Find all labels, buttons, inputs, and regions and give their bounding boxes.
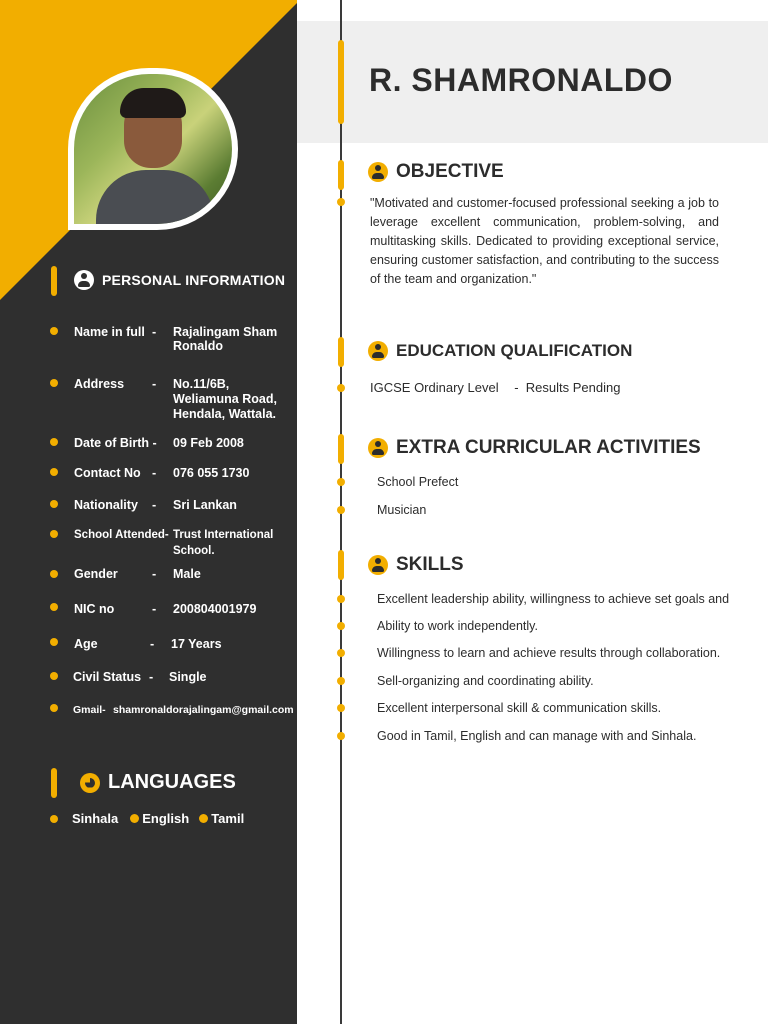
timeline-dot bbox=[50, 570, 58, 578]
languages-title: LANGUAGES bbox=[108, 771, 236, 793]
timeline-bar bbox=[338, 434, 344, 464]
skills-heading bbox=[368, 554, 464, 576]
languages-list bbox=[72, 811, 254, 826]
info-value: 17 Years bbox=[171, 637, 222, 651]
objective-title: OBJECTIVE bbox=[396, 161, 504, 182]
timeline-dot bbox=[337, 506, 345, 514]
language-label: Tamil bbox=[211, 811, 245, 826]
info-label: Gender bbox=[74, 567, 118, 581]
education-qualification: IGCSE Ordinary Level bbox=[370, 380, 499, 395]
extra-title: EXTRA CURRICULAR ACTIVITIES bbox=[396, 437, 701, 458]
objective-text: "Motivated and customer-focused professional seeking a job to leverage excellent communication, problem-solving, and multitasking skills. Dedicated to providing exceptional service, ensuring customer satisfaction, and contributing to the success of the team and organization." bbox=[370, 196, 719, 286]
info-label: Age bbox=[74, 637, 98, 651]
info-sep: - bbox=[152, 602, 157, 616]
info-sep: - bbox=[152, 466, 157, 480]
profile-photo bbox=[74, 74, 232, 224]
user-circle-icon bbox=[368, 555, 388, 575]
languages-heading bbox=[80, 771, 236, 794]
timeline-dot bbox=[50, 530, 58, 538]
objective-heading bbox=[368, 161, 504, 183]
timeline-dot bbox=[50, 379, 58, 387]
info-value: Trust International bbox=[173, 529, 274, 541]
skill-item: Ability to work independently. bbox=[377, 619, 538, 633]
skill-item: Sell-organizing and coordinating ability. bbox=[377, 674, 594, 688]
info-sep: - bbox=[152, 377, 157, 391]
candidate-name: R. SHAMRONALDO bbox=[369, 62, 673, 98]
timeline-bar bbox=[338, 550, 344, 580]
timeline-dot bbox=[337, 198, 345, 206]
bullet-dot bbox=[130, 814, 139, 823]
info-value: 076 055 1730 bbox=[173, 466, 250, 480]
info-sep: - bbox=[149, 670, 154, 684]
info-label: Date of Birth - bbox=[74, 436, 157, 450]
skill-item: Good in Tamil, English and can manage with and Sinhala. bbox=[377, 729, 697, 743]
info-value: Sri Lankan bbox=[173, 498, 237, 512]
timeline-dot bbox=[337, 595, 345, 603]
timeline-bar bbox=[338, 160, 344, 190]
info-value: Male bbox=[173, 567, 201, 581]
timeline-dot bbox=[50, 704, 58, 712]
info-sep: - bbox=[152, 498, 157, 512]
timeline-dot bbox=[337, 622, 345, 630]
user-circle-icon bbox=[368, 341, 388, 361]
info-sep: - bbox=[150, 637, 155, 651]
extra-heading bbox=[368, 437, 701, 459]
sidebar bbox=[0, 0, 297, 1024]
skill-item: Willingness to learn and achieve results through collaboration. bbox=[377, 646, 721, 660]
timeline-dot bbox=[337, 478, 345, 486]
timeline-bar bbox=[338, 40, 344, 124]
pie-chart-icon bbox=[80, 773, 100, 793]
timeline-dot bbox=[337, 649, 345, 657]
timeline-dot bbox=[50, 468, 58, 476]
personal-info-title: PERSONAL INFORMATION bbox=[102, 272, 286, 288]
language-label: Sinhala bbox=[72, 811, 119, 826]
personal-info-heading bbox=[74, 270, 285, 290]
user-circle-icon bbox=[368, 438, 388, 458]
language-item bbox=[130, 811, 189, 826]
timeline-dot bbox=[337, 704, 345, 712]
bullet-dot bbox=[199, 814, 208, 823]
info-value: Hendala, Wattala. bbox=[173, 407, 277, 421]
info-value: Weliamuna Road, bbox=[173, 392, 277, 406]
skills-title: SKILLS bbox=[396, 554, 464, 575]
extra-item: Musician bbox=[377, 503, 427, 517]
timeline-dot bbox=[337, 732, 345, 740]
timeline-dot bbox=[50, 438, 58, 446]
timeline-dot bbox=[50, 327, 58, 335]
timeline-dot bbox=[50, 603, 58, 611]
info-value: School. bbox=[173, 545, 215, 557]
info-sep: - bbox=[152, 325, 157, 339]
skill-item: Excellent leadership ability, willingness to achieve set goals and bbox=[377, 592, 730, 606]
timeline-bar bbox=[338, 337, 344, 367]
education-heading bbox=[368, 341, 632, 361]
user-circle-icon bbox=[368, 162, 388, 182]
info-value: 09 Feb 2008 bbox=[173, 436, 244, 450]
info-label: Contact No bbox=[74, 466, 141, 480]
timeline-dot bbox=[50, 500, 58, 508]
email-value: shamronaldorajalingam@gmail.com bbox=[113, 704, 294, 716]
info-value: Rajalingam Sham bbox=[173, 325, 278, 339]
info-value: Ronaldo bbox=[173, 339, 223, 353]
info-label: School Attended- bbox=[74, 529, 169, 541]
extra-item: School Prefect bbox=[377, 475, 459, 489]
language-label: English bbox=[142, 811, 190, 826]
info-label: NIC no bbox=[74, 602, 115, 616]
info-label: Name in full bbox=[74, 325, 145, 339]
timeline-dot bbox=[337, 677, 345, 685]
timeline-dot bbox=[337, 384, 345, 392]
info-value: Single bbox=[169, 670, 207, 684]
info-value: No.11/6B, bbox=[173, 377, 230, 391]
timeline-dot bbox=[50, 815, 58, 823]
info-label: Gmail- bbox=[73, 704, 106, 716]
profile-photo-frame bbox=[68, 68, 238, 230]
education-result: - Results Pending bbox=[514, 380, 621, 395]
timeline-bar bbox=[51, 768, 57, 798]
info-label: Nationality bbox=[74, 498, 138, 512]
timeline-dot bbox=[50, 638, 58, 646]
info-sep: - bbox=[152, 567, 157, 581]
user-circle-icon bbox=[74, 270, 94, 290]
info-label: Address bbox=[74, 377, 125, 391]
language-item bbox=[199, 811, 244, 826]
language-item bbox=[72, 811, 118, 826]
education-row bbox=[370, 380, 620, 395]
education-title: EDUCATION QUALIFICATION bbox=[396, 341, 633, 360]
timeline-dot bbox=[50, 672, 58, 680]
info-label: Civil Status bbox=[73, 670, 142, 684]
skill-item: Excellent interpersonal skill & communication skills. bbox=[377, 701, 662, 715]
info-value: 200804001979 bbox=[173, 602, 257, 616]
timeline-bar bbox=[51, 266, 57, 296]
